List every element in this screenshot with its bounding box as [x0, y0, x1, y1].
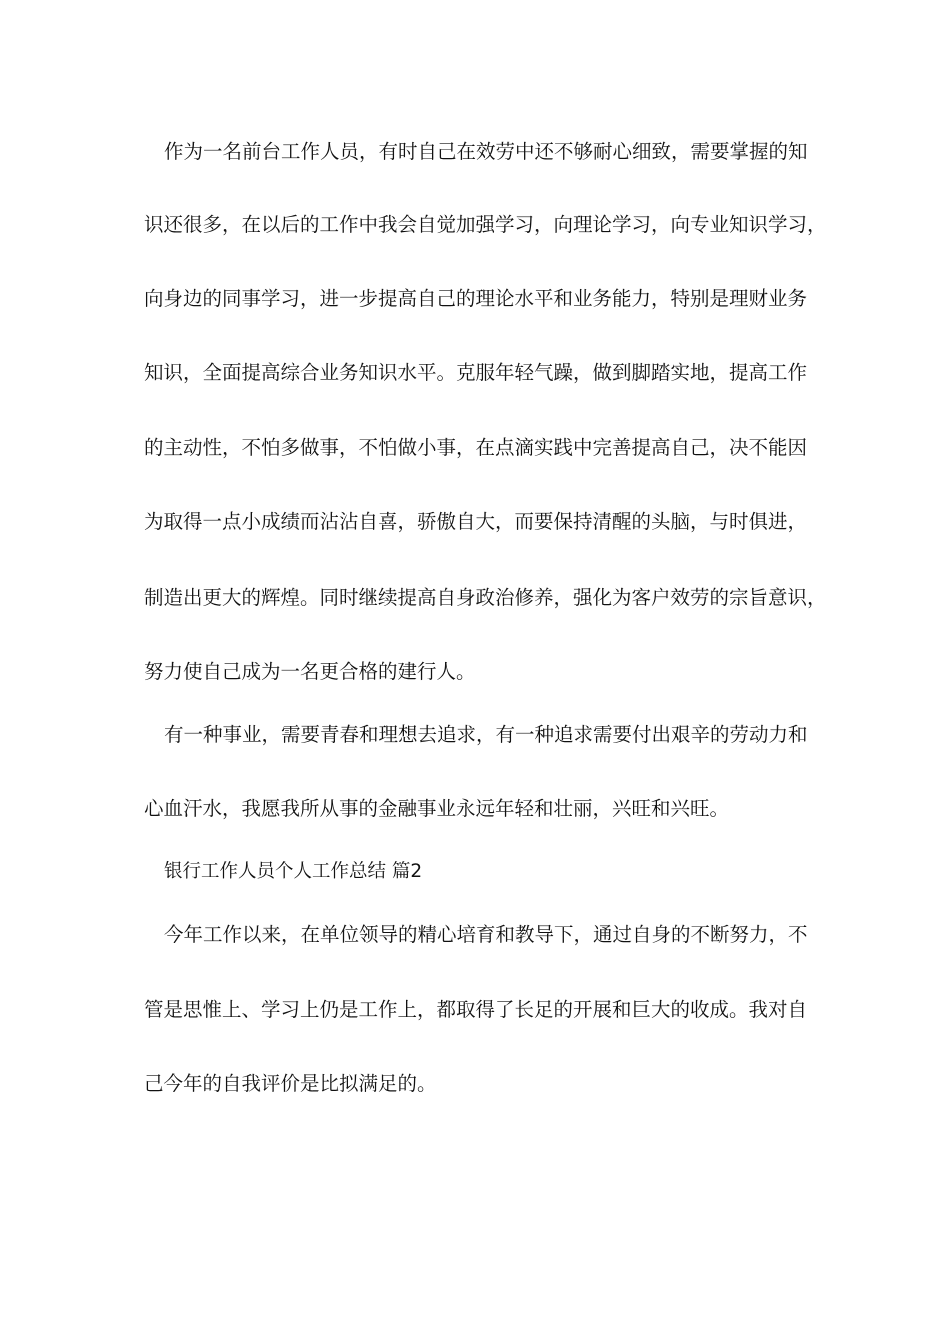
paragraph-2-line-1: 有一种事业，需要青春和理想去追求，有一种追求需要付出艰辛的劳动力和	[164, 723, 808, 746]
section-heading: 银行工作人员个人工作总结 篇2	[164, 861, 423, 882]
paragraph-3-line-2: 管是思惟上、学习上仍是工作上，都取得了长足的开展和巨大的收成。我对自	[144, 998, 808, 1021]
paragraph-1-line-5: 的主动性，不怕多做事，不怕做小事，在点滴实践中完善提高自己，决不能因	[144, 436, 808, 459]
paragraph-1-line-2: 识还很多，在以后的工作中我会自觉加强学习，向理论学习，向专业知识学习，	[144, 213, 827, 236]
paragraph-1-line-1: 作为一名前台工作人员，有时自己在效劳中还不够耐心细致，需要掌握的知	[164, 140, 808, 163]
paragraph-2-line-2: 心血汗水，我愿我所从事的金融事业永远年轻和壮丽，兴旺和兴旺。	[144, 797, 730, 820]
paragraph-3-line-1: 今年工作以来，在单位领导的精心培育和教导下，通过自身的不断努力，不	[164, 923, 808, 946]
paragraph-1-line-8: 努力使自己成为一名更合格的建行人。	[144, 660, 476, 683]
paragraph-1-line-3: 向身边的同事学习，进一步提高自己的理论水平和业务能力，特别是理财业务	[144, 287, 808, 310]
paragraph-1-line-4: 知识，全面提高综合业务知识水平。克服年轻气躁，做到脚踏实地，提高工作	[144, 361, 808, 384]
paragraph-1-line-7: 制造出更大的辉煌。同时继续提高自身政治修养，强化为客户效劳的宗旨意识，	[144, 586, 827, 609]
paragraph-3-line-3: 己今年的自我评价是比拟满足的。	[144, 1072, 437, 1095]
paragraph-1-line-6: 为取得一点小成绩而沾沾自喜，骄傲自大，而要保持清醒的头脑，与时俱进，	[144, 510, 808, 533]
